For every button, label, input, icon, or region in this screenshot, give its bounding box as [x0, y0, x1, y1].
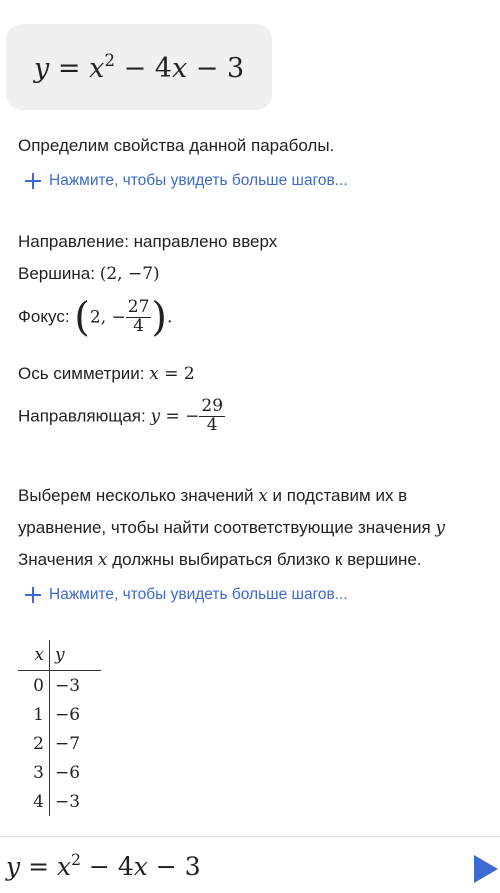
table-header-y: y [50, 640, 102, 671]
axis-row [18, 364, 195, 384]
directrix-value [150, 396, 225, 435]
eq-minus-4: − 4 [123, 52, 172, 84]
choose-var-x-2: x [97, 550, 108, 570]
table-cell-x: 3 [18, 758, 50, 787]
expand-steps-label-2: Нажмите, чтобы увидеть больше шагов... [49, 586, 348, 603]
axis-var: x [149, 364, 159, 384]
vertex-label: Вершина: [18, 264, 95, 283]
table-cell-y: −3 [55, 791, 81, 812]
choose-line-1-a: Выберем несколько значений [18, 486, 254, 505]
choose-line-1-b: и подставим их в [272, 486, 408, 505]
choose-line-3-b: должны выбираться близко к вершине. [112, 550, 422, 569]
directrix-var: y [150, 406, 161, 427]
table-cell-x: 1 [18, 700, 50, 729]
table-cell-y: −6 [55, 762, 81, 783]
choose-line-1 [18, 486, 407, 506]
choose-line-3 [18, 550, 422, 570]
choose-line-3-a: Значения [18, 550, 94, 569]
directrix-label: Направляющая: [18, 406, 146, 426]
choose-line-2 [18, 518, 445, 538]
send-arrow-icon[interactable] [474, 855, 498, 883]
axis-label: Ось симметрии: [18, 364, 145, 383]
input-bar [0, 836, 500, 893]
eq-y: y [34, 52, 50, 84]
input-y: y [6, 852, 21, 882]
input-x: x [56, 852, 72, 882]
eq-x2: x [171, 52, 188, 84]
focus-numerator: 27 [127, 296, 150, 317]
directrix-eq: = − [165, 406, 200, 427]
table-row [18, 700, 101, 729]
table-row [18, 787, 101, 816]
left-paren: ( [74, 294, 90, 340]
directrix-numerator: 29 [201, 396, 224, 416]
table-cell-y: −3 [55, 675, 81, 696]
values-table [18, 640, 101, 816]
table-cell-y: −7 [55, 733, 81, 754]
table-header-x: x [18, 640, 50, 671]
directrix-row [18, 398, 225, 435]
table-header-row [18, 640, 101, 671]
table-cell-y: −6 [55, 704, 81, 725]
choose-var-x: x [258, 486, 268, 506]
eq-x: x [89, 52, 105, 84]
focus-period: . [167, 307, 173, 327]
input-field[interactable] [6, 851, 201, 881]
expand-steps-label-1: Нажмите, чтобы увидеть больше шагов... [49, 172, 348, 189]
table-row [18, 729, 101, 758]
input-x2: x [133, 852, 148, 882]
table-row [18, 671, 101, 701]
right-paren: ) [151, 294, 168, 340]
table-cell-x: 4 [18, 787, 50, 816]
directrix-fraction [199, 398, 225, 435]
plus-icon [25, 173, 41, 189]
focus-x: 2, − [89, 307, 126, 327]
focus-denominator: 4 [126, 317, 152, 336]
problem-equation [34, 50, 244, 84]
focus-label: Фокус: [18, 307, 70, 327]
vertex-row [18, 264, 160, 284]
focus-value [74, 294, 173, 340]
eq-equals: = [57, 52, 81, 84]
table-row [18, 758, 101, 787]
directrix-denominator: 4 [199, 416, 225, 435]
direction-text: Направление: направлено вверх [18, 232, 278, 251]
expand-steps-button-1[interactable] [25, 172, 348, 190]
plus-icon [25, 587, 41, 603]
input-minus-3: − 3 [155, 852, 201, 882]
problem-bubble [6, 24, 272, 110]
axis-value: = 2 [164, 364, 195, 384]
vertex-value: (2, −7) [99, 264, 160, 284]
focus-fraction [126, 296, 152, 336]
eq-exponent: 2 [104, 50, 115, 70]
input-minus-4: − 4 [88, 852, 134, 882]
intro-text: Определим свойства данной параболы. [18, 136, 335, 155]
expand-steps-button-2[interactable] [25, 586, 348, 604]
focus-row [18, 294, 173, 340]
choose-var-y: y [435, 518, 446, 538]
table-cell-x: 2 [18, 729, 50, 758]
eq-minus-3: − 3 [195, 52, 245, 84]
input-exponent: 2 [71, 851, 81, 869]
input-equals: = [28, 852, 50, 882]
table-cell-x: 0 [18, 671, 50, 701]
choose-line-2-a: уравнение, чтобы найти соответствующие значения [18, 518, 431, 537]
